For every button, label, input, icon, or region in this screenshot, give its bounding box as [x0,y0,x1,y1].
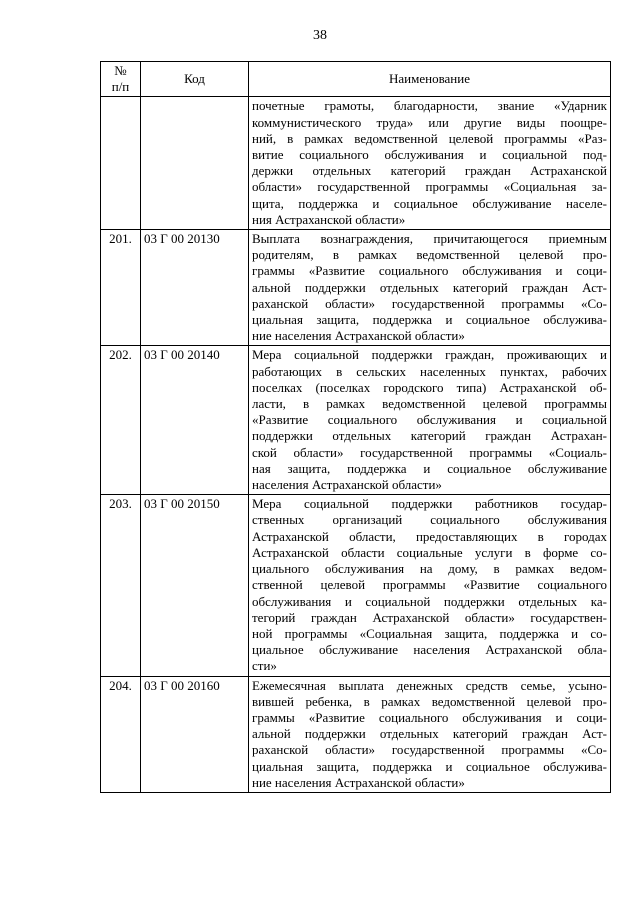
table-row [101,676,611,792]
table-row [101,495,611,676]
row-name [249,97,611,230]
row-name-line: ской области» государственной программы «Социаль- [252,444,607,460]
row-number: 202. [101,346,141,495]
row-name-line: поселках (поселках городского типа) Астраханской об- [252,379,607,395]
row-name-line: альной поддержки отдельных категорий граждан Аст- [252,279,607,295]
row-name-line: сти» [252,658,277,674]
row-number: 204. [101,676,141,792]
row-name-line: держки отдельных категорий граждан Астраханской [252,163,607,179]
row-name-line: граммы «Развитие социального обслуживания и соци- [252,263,607,279]
row-code [141,97,249,230]
budget-code-table [100,61,611,793]
row-name-line: Мера социальной поддержки граждан, проживающих и [252,347,607,363]
row-name-line: Мера социальной поддержки работников государ- [252,496,607,512]
row-name-line: альной поддержки отдельных категорий граждан Аст- [252,726,607,742]
row-name-line: щита, поддержка и социальное обслуживание населе- [252,195,607,211]
row-name-line: циальная защита, поддержка и социальное обслужива- [252,758,607,774]
row-name-line: ная защита, поддержка и социальное обслуживание [252,460,607,476]
row-name-line: ние населения Астраханской области» [252,328,465,344]
row-name-line: ласти, в рамках ведомственной целевой программы [252,396,607,412]
row-name [249,230,611,346]
row-name-line: граммы «Развитие социального обслуживания и соци- [252,709,607,725]
header-code: Код [141,62,249,97]
row-name-line: населения Астраханской области» [252,477,442,493]
row-name-line: ственных организаций социального обслуживания [252,512,607,528]
row-name-line: поддержки отдельных категорий граждан Астрахан- [252,428,607,444]
row-name-line: коммунистического труда» или другие виды поощре- [252,114,607,130]
row-name-line: Астраханской области, предоставляющих в городах [252,528,607,544]
row-name [249,346,611,495]
row-name-line: обслуживания и социальной поддержки отдельных ка- [252,593,607,609]
row-code: 03 Г 00 20140 [141,346,249,495]
row-name-line: ний, в рамках ведомственной целевой программы «Раз- [252,130,607,146]
row-name-line: почетные грамоты, благодарности, звание «Ударник [252,98,607,114]
row-name-line: ственной целевой программы «Развитие социального [252,577,607,593]
row-number [101,97,141,230]
header-name: Наименование [249,62,611,97]
row-name-line: витие социального обслуживания и социальной под- [252,147,607,163]
row-name-line: «Развитие социального обслуживания и социальной [252,412,607,428]
row-name-line: области» государственной программы «Социальная за- [252,179,607,195]
row-name-line: работающих в сельских населенных пунктах, рабочих [252,363,607,379]
row-name-line: Ежемесячная выплата денежных средств семье, усыно- [252,677,607,693]
row-name-line: Астраханской области социальные услуги в форме со- [252,544,607,560]
header-number [101,62,141,97]
row-name [249,676,611,792]
row-name-line: тегорий граждан Астраханской области» государствен- [252,609,607,625]
row-code: 03 Г 00 20130 [141,230,249,346]
row-name-line: вившей ребенка, в рамках ведомственной целевой про- [252,693,607,709]
row-name-line: ной программы «Социальная защита, поддержка и со- [252,625,607,641]
header-number-line1: № [114,63,127,78]
row-name [249,495,611,676]
page-number: 38 [313,28,327,43]
row-name-line: циального обслуживания на дому, в рамках ведом- [252,561,607,577]
row-name-line: Выплата вознаграждения, причитающегося приемным [252,231,607,247]
row-name-line: ния Астраханской области» [252,211,406,227]
row-code: 03 Г 00 20160 [141,676,249,792]
table-header-row [101,62,611,97]
table-row [101,97,611,230]
header-number-line2: п/п [111,79,130,95]
table-row [101,230,611,346]
row-number: 203. [101,495,141,676]
row-name-line: циальное обслуживание населения Астраханской обла- [252,642,607,658]
row-code: 03 Г 00 20150 [141,495,249,676]
row-name-line: раханской области» государственной программы «Со- [252,742,607,758]
row-number: 201. [101,230,141,346]
table-row [101,346,611,495]
row-name-line: родителям, в рамках ведомственной целевой про- [252,247,607,263]
row-name-line: циальная защита, поддержка и социальное обслужива- [252,312,607,328]
row-name-line: ние населения Астраханской области» [252,774,465,790]
table-body [101,97,611,793]
row-name-line: раханской области» государственной программы «Со- [252,295,607,311]
